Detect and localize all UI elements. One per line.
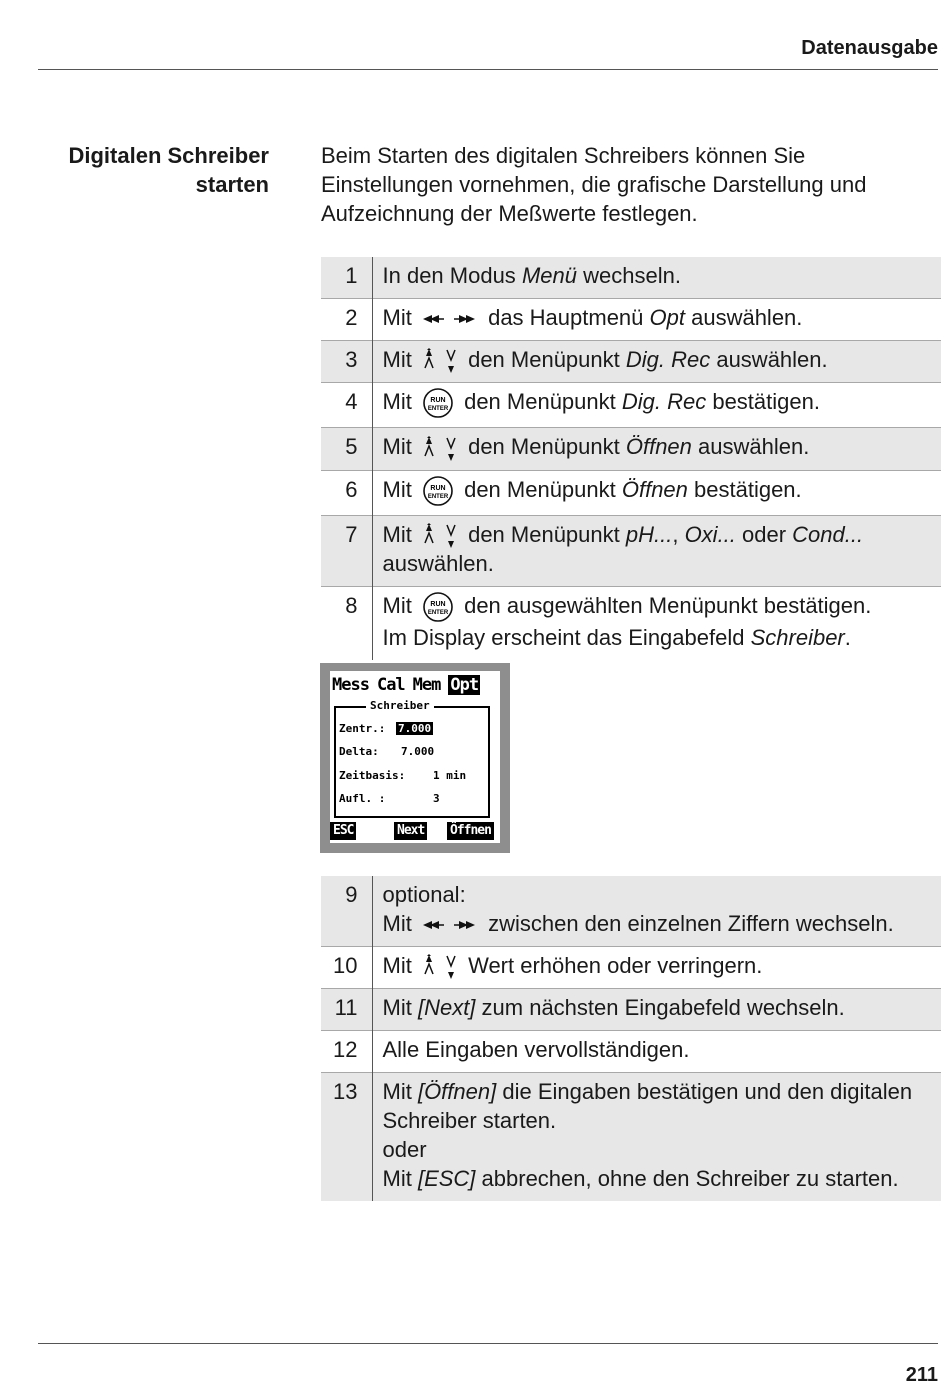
intro-paragraph: Beim Starten des digitalen Schreibers können Sie Einstellungen vornehmen, die grafische Darstellung und Aufzeichnung der Meßwerte festlegen. xyxy=(321,143,867,226)
step-number: 8 xyxy=(321,586,372,660)
svg-text:ENTER: ENTER xyxy=(427,493,449,500)
step-number: 10 xyxy=(321,947,372,989)
lcd-row-delta: Delta: 7.000 xyxy=(339,745,435,758)
step-row xyxy=(321,428,941,470)
softkey-next: Next xyxy=(394,822,427,840)
step-number: 7 xyxy=(321,515,372,586)
step-row xyxy=(321,876,941,947)
step-row xyxy=(321,515,941,586)
step-row xyxy=(321,989,941,1031)
lcd-menu-bar xyxy=(332,675,480,695)
step-text: Mit Wert erhöhen oder verringern. xyxy=(372,947,941,989)
svg-text:RUN: RUN xyxy=(430,601,446,609)
step-text: Mit RUN ENTER den Menüpunkt Dig. Rec bestätigen. xyxy=(372,383,941,428)
lcd-value-zeitbasis: 1 min xyxy=(433,769,467,782)
step-number: 2 xyxy=(321,299,372,341)
lcd-softkey-bar xyxy=(330,822,500,842)
lcd-menu-cal: Cal xyxy=(376,675,405,695)
up-down-arrows-icon xyxy=(422,436,458,462)
lcd-dialog-title: Schreiber xyxy=(366,699,434,712)
lcd-row-zentr: Zentr.: 7.000 xyxy=(339,722,432,735)
step-row xyxy=(321,470,941,515)
up-down-arrows-icon xyxy=(422,523,458,549)
lcd-recorder-dialog xyxy=(334,699,490,818)
running-header: Datenausgabe xyxy=(801,37,938,59)
svg-text:RUN: RUN xyxy=(430,484,446,492)
svg-text:ENTER: ENTER xyxy=(427,406,449,413)
step-number: 6 xyxy=(321,470,372,515)
step-text: Alle Eingaben vervollständigen. xyxy=(382,1037,690,1063)
run-enter-key-icon xyxy=(422,591,454,623)
step-number: 13 xyxy=(321,1073,372,1202)
step-text: Mit RUN ENTER den ausgewählten Menüpunkt bestätigen. Im Display erscheint das Eingabefeld Schreiber. xyxy=(382,592,872,651)
step-number: 3 xyxy=(321,341,372,383)
step-number: 11 xyxy=(321,989,372,1031)
step-row xyxy=(321,1031,941,1073)
step-text: Mit den Menüpunkt Öffnen auswählen. xyxy=(372,428,941,470)
step-text: Mit den Menüpunkt Dig. Rec auswählen. xyxy=(372,341,941,383)
step-text: Mit den Menüpunkt pH..., Oxi... oder Cond... auswählen. xyxy=(382,521,864,576)
step-text: Mit RUN ENTER den Menüpunkt Öffnen bestätigen. xyxy=(372,470,941,515)
svg-text:RUN: RUN xyxy=(430,397,446,405)
step-number: 12 xyxy=(321,1031,372,1073)
step-row xyxy=(321,947,941,989)
up-down-arrows-icon xyxy=(422,348,458,374)
lcd-value-delta: 7.000 xyxy=(401,745,435,758)
step-row xyxy=(321,1073,941,1202)
run-enter-key-icon xyxy=(422,475,454,507)
header-divider xyxy=(38,69,938,70)
lcd-menu-mess: Mess xyxy=(332,675,369,695)
step-number: 5 xyxy=(321,428,372,470)
step-row xyxy=(321,586,941,660)
step-number: 9 xyxy=(321,876,372,947)
step-text: optional: Mit zwischen den einzelnen Ziffern wechseln. xyxy=(382,882,894,936)
device-display-screenshot xyxy=(320,663,510,853)
lcd-row-zeitbasis: Zeitbasis: 1 min xyxy=(339,769,467,782)
lcd-menu-opt: Opt xyxy=(450,675,479,695)
step-text: Mit [Next] zum nächsten Eingabefeld wechseln. xyxy=(382,995,845,1021)
softkey-esc: ESC xyxy=(330,822,356,840)
step-text: Mit [Öffnen] die Eingaben bestätigen und den digitalen Schreiber starten. oder Mit [ESC] abbrechen, ohne den Schreiber zu starten. xyxy=(382,1079,913,1192)
svg-text:ENTER: ENTER xyxy=(427,610,449,617)
left-right-arrows-icon xyxy=(422,312,478,326)
step-row xyxy=(321,341,941,383)
up-down-arrows-icon xyxy=(422,954,458,980)
lcd-row-aufl: Aufl. : 3 xyxy=(339,792,440,805)
page-number: 211 xyxy=(905,1364,938,1386)
footer-divider xyxy=(38,1343,938,1344)
step-number: 1 xyxy=(321,257,372,299)
lcd-screen xyxy=(330,671,500,843)
softkey-oeffnen: Öffnen xyxy=(447,822,494,840)
run-enter-key-icon xyxy=(422,387,454,419)
steps-table-2 xyxy=(321,876,941,1201)
lcd-value-zentr: 7.000 xyxy=(398,722,432,735)
step-text: Mit das Hauptmenü Opt auswählen. xyxy=(382,305,803,330)
step-row xyxy=(321,257,941,299)
step-row xyxy=(321,299,941,341)
section-heading: Digitalen Schreiber starten xyxy=(68,143,269,197)
step-row xyxy=(321,383,941,428)
lcd-value-aufl: 3 xyxy=(433,792,440,805)
left-right-arrows-icon xyxy=(422,918,478,932)
step-number: 4 xyxy=(321,383,372,428)
step-text: In den Modus Menü wechseln. xyxy=(382,263,681,288)
steps-table-1 xyxy=(321,257,941,660)
lcd-menu-mem: Mem xyxy=(412,675,441,695)
